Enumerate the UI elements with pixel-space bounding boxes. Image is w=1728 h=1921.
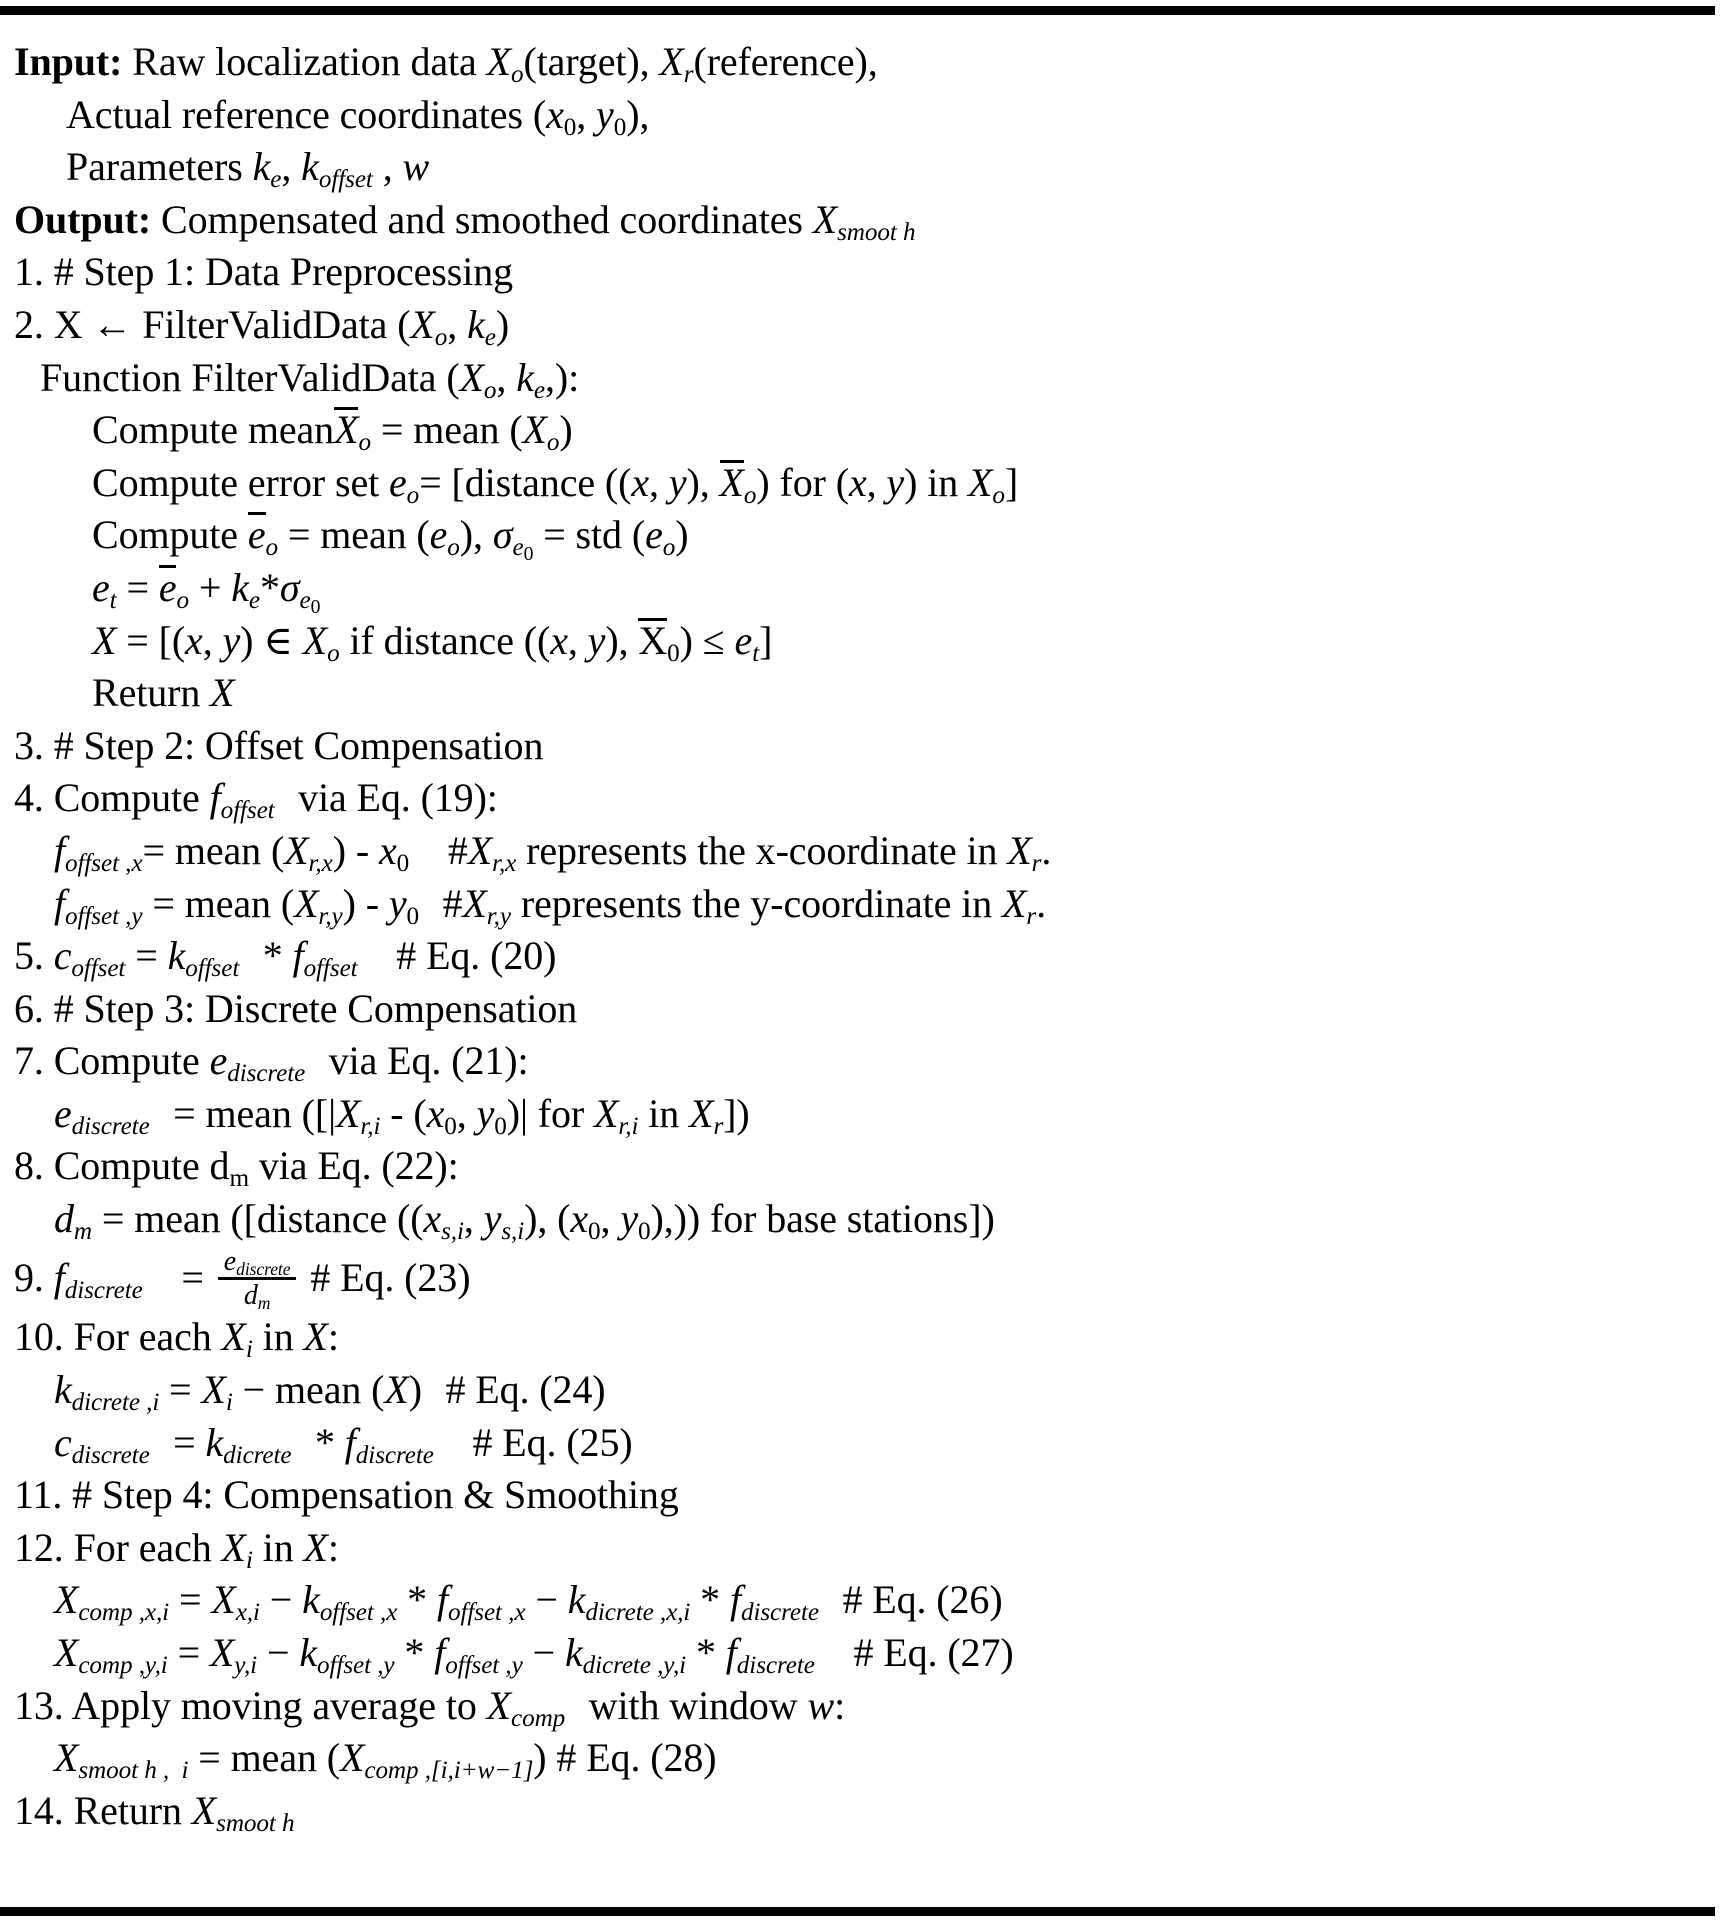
algorithm-line-compute-dm: 8. Compute $d_m$ via Eq. (22):: [14, 1143, 459, 1193]
algorithm-line-fdiscrete-eq: 9. $f_{discrete}$ = $\frac{e_{discrete}}{d_m}$ # Eq. (23): [14, 1245, 471, 1313]
algorithm-line-for-each-10: 10. For each $X_i$ in X:: [14, 1314, 339, 1364]
algorithm-line-input-params: Parameters $k_e$, $k_{offset}$ , w: [66, 144, 430, 194]
algorithm-line-foffset-y: $f_{offset ,y}$ = mean $(X_{r,y}) - y_0$ $\#X_{r,y}$ represents the y-coordinate in $X_r$.: [54, 880, 1046, 930]
algorithm-line-compute-mean-std: Compute $e_o$ = mean $(e_o)$, $\sigma_{e_0}$ = std $(e_o)$: [92, 512, 689, 566]
algorithm-line-compute-mean: Compute meanX$_o$ = mean $(X_o)$: [92, 407, 573, 457]
algorithm-line-return-xsmooth: 14. Return $X_{smoot h}$: [14, 1787, 295, 1837]
algorithm-line-for-each-12: 12. For each $X_i$ in X:: [14, 1524, 339, 1574]
algorithm-line-step-1-comment: 1. # Step 1: Data Preprocessing: [14, 249, 514, 295]
algorithm-line-foffset-x: $f_{offset ,x}=$ mean $(X_{r,x}) - x_0$ $\#X_{r,x}$ represents the x-coordinate in $X_r$.: [54, 827, 1052, 877]
algorithm-line-xsmooth-eq: $X_{smoot h , i}$ = mean $(X_{comp ,[i,i+w-1]})$ # Eq. (28): [54, 1735, 717, 1785]
algorithm-line-moving-average: 13. Apply moving average to $X_{comp}$ with window w:: [14, 1682, 846, 1732]
algorithm-line-coffset: 5. $c_{offset} = k_{offset} * f_{offset}$ # Eq. (20): [14, 933, 557, 983]
algorithm-line-compute-ediscrete: 7. Compute $e_{discrete}$ via Eq. (21):: [14, 1038, 529, 1088]
algorithm-line-return-x: Return X: [92, 670, 235, 716]
algorithm-line-input-coords: Actual reference coordinates ($x_0$, $y_0$),: [66, 91, 650, 141]
bottom-rule: [0, 1907, 1715, 1916]
algorithm-line-ediscrete-eq: $e_{discrete}$ = mean ([$|X_{r,i} - (x_0$, $y_0)|$ for $X_{r,i}$ in $X_r$]): [54, 1090, 750, 1140]
algorithm-line-error-threshold: $e_t = e_o + k_e*\sigma_{e_0}$: [92, 564, 321, 619]
algorithm-line-output: Output: Compensated and smoothed coordinates $X_{smoot h}$: [14, 196, 916, 246]
algorithm-line-input: Input: Raw localization data $X_o(target)$, $X_r(reference)$,: [14, 39, 878, 89]
algorithm-line-kdicrete-i: $k_{dicrete ,i} = X_i$ − mean (X) # Eq. (24): [54, 1366, 606, 1417]
algorithm-line-compute-error-set: Compute error set $e_o=$ [distance ((x, y), $X_o$) for (x, y) in $X_o$]: [92, 459, 1019, 509]
algorithm-lines: [14, 36, 1714, 1837]
algorithm-line-function-def: Function FilterValidData ($X_o$, $k_e$,):: [40, 354, 580, 404]
algorithm-line-cdiscrete-eq: $c_{discrete} = k_{dicrete} * f_{discrete}$ # Eq. (25): [54, 1419, 633, 1469]
algorithm-line-compute-foffset: 4. Compute $f_{offset}$ via Eq. (19):: [14, 775, 498, 825]
algorithm-line-filter-set: X = [(x, y) ∈ $X_o$ if distance ((x, y), $X_0) \le e_t$]: [92, 617, 773, 667]
top-rule: [0, 6, 1715, 15]
algorithm-line-xcomp-y: $X_{comp ,y,i} = X_{y,i} - k_{offset ,y} * f_{offset ,y} - k_{dicrete ,y,i} * f_{discrete}$ # Eq. (27): [54, 1629, 1014, 1679]
algorithm-line-xcomp-x: $X_{comp ,x,i} = X_{x,i} - k_{offset ,x} * f_{offset ,x} - k_{dicrete ,x,i} * f_{discrete}$ # Eq. (26): [54, 1577, 1003, 1627]
algorithm-line-step-2-filter-call: 2. X ← FilterValidData ($X_o$, $k_e$): [14, 301, 510, 352]
algorithm-line-step-4-comment: 11. # Step 4: Compensation & Smoothing: [14, 1472, 679, 1518]
algorithm-line-dm-eq: $d_m$ = mean ([distance (($x_{s,i}$, $y_{s,i}$), ($x_0$, $y_0$),)) for base stations]): [54, 1196, 995, 1246]
algorithm-line-step-2-comment: 3. # Step 2: Offset Compensation: [14, 722, 544, 768]
algorithm-line-step-3-comment: 6. # Step 3: Discrete Compensation: [14, 985, 578, 1031]
